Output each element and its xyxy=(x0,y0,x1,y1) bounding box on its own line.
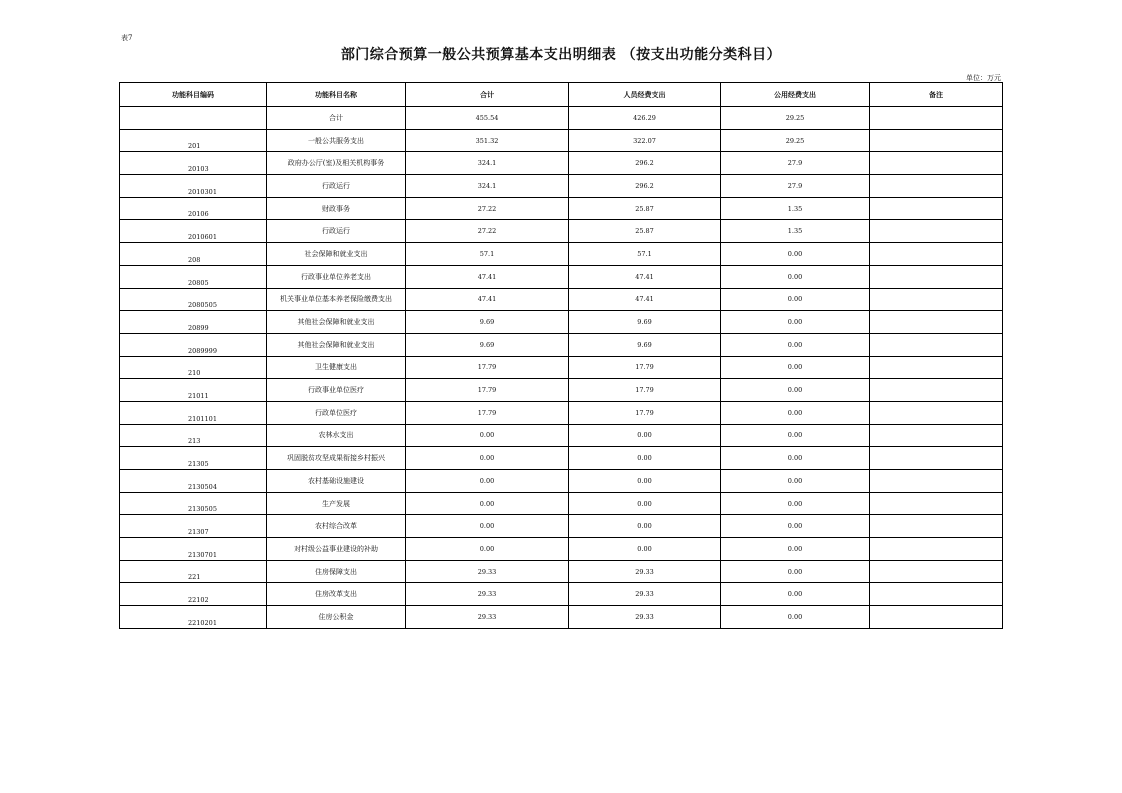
cell-personnel: 57.1 xyxy=(569,243,721,266)
cell-name: 行政单位医疗 xyxy=(267,401,406,424)
cell-remark xyxy=(870,288,1003,311)
cell-remark xyxy=(870,333,1003,356)
cell-code: 2130504 xyxy=(120,470,267,493)
cell-personnel: 29.33 xyxy=(569,583,721,606)
table-row xyxy=(120,175,1003,198)
cell-total: 0.00 xyxy=(406,424,569,447)
cell-personnel: 47.41 xyxy=(569,265,721,288)
cell-total: 0.00 xyxy=(406,492,569,515)
cell-personnel: 0.00 xyxy=(569,447,721,470)
cell-total: 47.41 xyxy=(406,288,569,311)
table-row xyxy=(120,538,1003,561)
cell-code: 213 xyxy=(120,424,267,447)
cell-public: 1.35 xyxy=(721,220,870,243)
cell-name: 政府办公厅(室)及相关机构事务 xyxy=(267,152,406,175)
cell-personnel: 296.2 xyxy=(569,175,721,198)
cell-remark xyxy=(870,107,1003,130)
cell-public: 27.9 xyxy=(721,175,870,198)
cell-public: 0.00 xyxy=(721,311,870,334)
cell-total: 351.32 xyxy=(406,129,569,152)
cell-personnel: 17.79 xyxy=(569,379,721,402)
cell-remark xyxy=(870,538,1003,561)
cell-total: 0.00 xyxy=(406,538,569,561)
cell-code: 2210201 xyxy=(120,606,267,629)
cell-code: 20805 xyxy=(120,265,267,288)
cell-personnel: 47.41 xyxy=(569,288,721,311)
header-personnel: 人员经费支出 xyxy=(569,83,721,107)
cell-public: 0.00 xyxy=(721,288,870,311)
cell-name: 住房保障支出 xyxy=(267,560,406,583)
cell-public: 0.00 xyxy=(721,606,870,629)
table-row xyxy=(120,265,1003,288)
cell-code: 22102 xyxy=(120,583,267,606)
cell-remark xyxy=(870,470,1003,493)
table-row xyxy=(120,583,1003,606)
cell-code: 2130505 xyxy=(120,492,267,515)
cell-personnel: 9.69 xyxy=(569,311,721,334)
cell-remark xyxy=(870,197,1003,220)
cell-total: 17.79 xyxy=(406,356,569,379)
cell-name: 其他社会保障和就业支出 xyxy=(267,333,406,356)
cell-total: 0.00 xyxy=(406,470,569,493)
cell-personnel: 29.33 xyxy=(569,560,721,583)
cell-remark xyxy=(870,265,1003,288)
cell-remark xyxy=(870,175,1003,198)
cell-name: 机关事业单位基本养老保险缴费支出 xyxy=(267,288,406,311)
cell-remark xyxy=(870,424,1003,447)
cell-remark xyxy=(870,379,1003,402)
cell-code: 21011 xyxy=(120,379,267,402)
cell-total: 27.22 xyxy=(406,220,569,243)
cell-total: 324.1 xyxy=(406,152,569,175)
cell-personnel: 322.07 xyxy=(569,129,721,152)
cell-name: 行政运行 xyxy=(267,220,406,243)
cell-total: 9.69 xyxy=(406,311,569,334)
table-header xyxy=(120,83,1003,107)
cell-name: 农林水支出 xyxy=(267,424,406,447)
cell-total: 29.33 xyxy=(406,583,569,606)
cell-name: 生产发展 xyxy=(267,492,406,515)
cell-name: 行政事业单位医疗 xyxy=(267,379,406,402)
cell-public: 0.00 xyxy=(721,424,870,447)
cell-name: 一般公共服务支出 xyxy=(267,129,406,152)
cell-personnel: 9.69 xyxy=(569,333,721,356)
cell-code: 2089999 xyxy=(120,333,267,356)
cell-name: 巩固脱贫攻坚成果衔接乡村振兴 xyxy=(267,447,406,470)
cell-name: 农村综合改革 xyxy=(267,515,406,538)
cell-total: 324.1 xyxy=(406,175,569,198)
cell-public: 0.00 xyxy=(721,538,870,561)
cell-total: 29.33 xyxy=(406,606,569,629)
cell-name: 行政运行 xyxy=(267,175,406,198)
cell-name: 其他社会保障和就业支出 xyxy=(267,311,406,334)
cell-public: 0.00 xyxy=(721,492,870,515)
table-row xyxy=(120,492,1003,515)
cell-public: 0.00 xyxy=(721,560,870,583)
table-number-label: 表7 xyxy=(121,34,133,42)
cell-personnel: 17.79 xyxy=(569,356,721,379)
cell-code: 2010301 xyxy=(120,175,267,198)
cell-remark xyxy=(870,560,1003,583)
cell-code: 21307 xyxy=(120,515,267,538)
cell-remark xyxy=(870,401,1003,424)
cell-name: 住房改革支出 xyxy=(267,583,406,606)
cell-total: 455.54 xyxy=(406,107,569,130)
cell-public: 0.00 xyxy=(721,265,870,288)
table-row xyxy=(120,356,1003,379)
table-row xyxy=(120,197,1003,220)
cell-public: 0.00 xyxy=(721,470,870,493)
table-row xyxy=(120,515,1003,538)
table-row xyxy=(120,447,1003,470)
cell-name: 财政事务 xyxy=(267,197,406,220)
cell-code: 2130701 xyxy=(120,538,267,561)
unit-label: 单位：万元 xyxy=(966,74,1001,82)
table-row xyxy=(120,424,1003,447)
table-row xyxy=(120,288,1003,311)
cell-code: 221 xyxy=(120,560,267,583)
cell-code: 210 xyxy=(120,356,267,379)
cell-code: 2101101 xyxy=(120,401,267,424)
cell-total: 27.22 xyxy=(406,197,569,220)
table-row xyxy=(120,560,1003,583)
table-row xyxy=(120,243,1003,266)
cell-code: 208 xyxy=(120,243,267,266)
cell-public: 0.00 xyxy=(721,515,870,538)
cell-public: 0.00 xyxy=(721,447,870,470)
cell-name: 对村级公益事业建设的补助 xyxy=(267,538,406,561)
cell-code: 20103 xyxy=(120,152,267,175)
cell-name: 农村基础设施建设 xyxy=(267,470,406,493)
cell-total: 57.1 xyxy=(406,243,569,266)
cell-personnel: 0.00 xyxy=(569,515,721,538)
cell-remark xyxy=(870,152,1003,175)
cell-personnel: 426.29 xyxy=(569,107,721,130)
cell-total: 17.79 xyxy=(406,379,569,402)
table-row xyxy=(120,152,1003,175)
cell-code xyxy=(120,107,267,130)
cell-remark xyxy=(870,220,1003,243)
cell-name: 社会保障和就业支出 xyxy=(267,243,406,266)
cell-personnel: 0.00 xyxy=(569,470,721,493)
cell-personnel: 17.79 xyxy=(569,401,721,424)
header-row xyxy=(120,83,1003,107)
cell-total: 17.79 xyxy=(406,401,569,424)
header-public: 公用经费支出 xyxy=(721,83,870,107)
table-row xyxy=(120,220,1003,243)
cell-public: 0.00 xyxy=(721,333,870,356)
cell-total: 47.41 xyxy=(406,265,569,288)
budget-table xyxy=(119,82,1003,629)
header-name: 功能科目名称 xyxy=(267,83,406,107)
cell-personnel: 25.87 xyxy=(569,220,721,243)
cell-code: 2010601 xyxy=(120,220,267,243)
cell-remark xyxy=(870,583,1003,606)
cell-total: 29.33 xyxy=(406,560,569,583)
cell-public: 1.35 xyxy=(721,197,870,220)
table-row xyxy=(120,401,1003,424)
cell-public: 0.00 xyxy=(721,583,870,606)
cell-public: 29.25 xyxy=(721,107,870,130)
cell-code: 20106 xyxy=(120,197,267,220)
table-body xyxy=(120,107,1003,629)
cell-personnel: 0.00 xyxy=(569,538,721,561)
cell-remark xyxy=(870,243,1003,266)
cell-code: 21305 xyxy=(120,447,267,470)
table-row xyxy=(120,379,1003,402)
cell-name: 住房公积金 xyxy=(267,606,406,629)
cell-remark xyxy=(870,129,1003,152)
header-total: 合计 xyxy=(406,83,569,107)
cell-remark xyxy=(870,447,1003,470)
cell-code: 20899 xyxy=(120,311,267,334)
cell-personnel: 0.00 xyxy=(569,424,721,447)
page-title: 部门综合预算一般公共预算基本支出明细表 （按支出功能分类科目） xyxy=(340,47,782,63)
table-row xyxy=(120,470,1003,493)
cell-remark xyxy=(870,311,1003,334)
cell-name: 合计 xyxy=(267,107,406,130)
header-remark: 备注 xyxy=(870,83,1003,107)
cell-code: 2080505 xyxy=(120,288,267,311)
cell-public: 0.00 xyxy=(721,401,870,424)
header-code: 功能科目编码 xyxy=(120,83,267,107)
cell-public: 0.00 xyxy=(721,356,870,379)
cell-remark xyxy=(870,356,1003,379)
table-row xyxy=(120,606,1003,629)
cell-personnel: 29.33 xyxy=(569,606,721,629)
cell-total: 0.00 xyxy=(406,515,569,538)
cell-remark xyxy=(870,492,1003,515)
table-row xyxy=(120,311,1003,334)
cell-personnel: 296.2 xyxy=(569,152,721,175)
table-row xyxy=(120,107,1003,130)
cell-public: 27.9 xyxy=(721,152,870,175)
cell-remark xyxy=(870,515,1003,538)
cell-total: 9.69 xyxy=(406,333,569,356)
table-row xyxy=(120,129,1003,152)
cell-public: 29.25 xyxy=(721,129,870,152)
cell-remark xyxy=(870,606,1003,629)
cell-name: 行政事业单位养老支出 xyxy=(267,265,406,288)
cell-personnel: 0.00 xyxy=(569,492,721,515)
cell-public: 0.00 xyxy=(721,243,870,266)
cell-name: 卫生健康支出 xyxy=(267,356,406,379)
cell-total: 0.00 xyxy=(406,447,569,470)
cell-personnel: 25.87 xyxy=(569,197,721,220)
table-row xyxy=(120,333,1003,356)
cell-code: 201 xyxy=(120,129,267,152)
cell-public: 0.00 xyxy=(721,379,870,402)
